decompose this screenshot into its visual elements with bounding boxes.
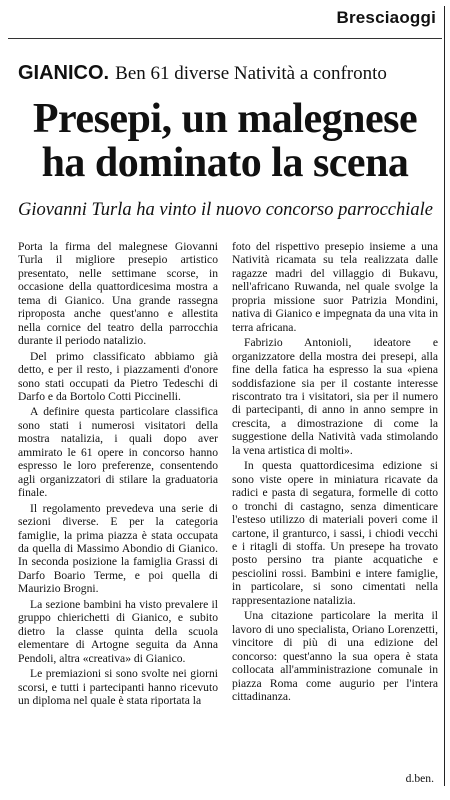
author-signature: d.ben.: [405, 772, 434, 785]
top-rule: [8, 38, 442, 39]
kicker-text: Ben 61 diverse Natività a confronto: [115, 63, 387, 84]
margin-rule-right: [444, 6, 445, 786]
article-column-left: [18, 240, 218, 707]
paragraph: foto del rispettivo presepio insieme a una Natività ricamata su tela realizzata dalle ragazze madri del villaggio di Bukavu, nell'africano Ruwanda, nel quale svolge la propria missione suor Patrizia Mondini, nativa di Gianico e impegnata da una vita in terra africana.: [232, 240, 438, 334]
paragraph: La sezione bambini ha visto prevalere il gruppo chierichetti di Gianico, e subito dietro la classe quinta della scuola elementare di Artogne seguita da Anna Pendoli, altra «creativa» di Gianico.: [18, 597, 218, 665]
paragraph: Porta la firma del malegnese Giovanni Turla il migliore presepio artistico presentato, nelle settimane scorse, in occasione della quattordicesima mostra a tema di Gianico. Una grande rassegna riproposta anche quest'anno e allestita nella cornice del teatro della parrocchia durante il periodo natalizio.: [18, 240, 218, 348]
paragraph: Il regolamento prevedeva una serie di sezioni diverse. E per la categoria famiglie, la prima piazza è stata occupata da quella di Massimo Abondio di Gianico. In seconda posizione la famiglia Grassi di Darfo Boario Terme, e poi quella di Maurizio Brogni.: [18, 501, 218, 596]
headline-line-1: Presepi, un malegnese: [32, 96, 418, 142]
paragraph: Del primo classificato abbiamo già detto, e per il resto, i piazzamenti d'onore sono stati occupati da Pietro Tedeschi di Darfo e da Bortolo Cotti Piccinelli.: [18, 349, 218, 403]
masthead: Bresciaoggi: [336, 8, 436, 27]
paragraph: Fabrizio Antonioli, ideatore e organizzatore della mostra dei presepi, alla fine della fatica ha espresso la sua «piena soddisfazione sia per il costante interesse riscontrato tra i visitatori, sia per il numero di partecipanti, di anno in anno sempre in crescita, a dimostrazione di come la suggestione della Natività vada stimolando la vena artistica di molti».: [232, 336, 438, 457]
article-column-right: [232, 240, 438, 703]
paragraph: A definire questa particolare classifica sono stati i numerosi visitatori della mostra natalizia, i quali dopo aver ammirato le 61 opere in concorso hanno espresso le loro preferenze, consentendo agli organizzatori di stilare la graduatoria finale.: [18, 405, 218, 500]
paragraph: Le premiazioni si sono svolte nei giorni scorsi, e tutti i partecipanti hanno ricevuto un diploma nel quale è stata riportata la: [18, 667, 218, 707]
kicker: [18, 62, 387, 85]
subhead: Giovanni Turla ha vinto il nuovo concorso parrocchiale: [18, 200, 434, 220]
paragraph: In questa quattordicesima edizione si sono viste opere in miniatura ricavate da radici e pasta di segatura, formelle di cotto o tronchi di castagno, senza dimenticare l'esteso utilizzo di materiali poveri come il cartone, il granturco, i sassi, i chiodi vecchi e i ritagli di stoffa. Un presepe ha trovato posto persino tra piante acquatiche e pesciolini rossi. Bambini e intere famiglie, in particolare, si sono cimentati nella rappresentazione natalizia.: [232, 459, 438, 607]
headline: [8, 97, 442, 185]
kicker-place: GIANICO.: [18, 62, 110, 84]
paragraph: Una citazione particolare la merita il lavoro di uno specialista, Oriano Lorenzetti, vincitore di più di una edizione del concorso: quest'anno la sua opera è stata collocata all'amministrazione comunale in piazza Roma come augurio per l'intera cittadinanza.: [232, 609, 438, 703]
headline-line-2: ha dominato la scena: [41, 140, 409, 186]
